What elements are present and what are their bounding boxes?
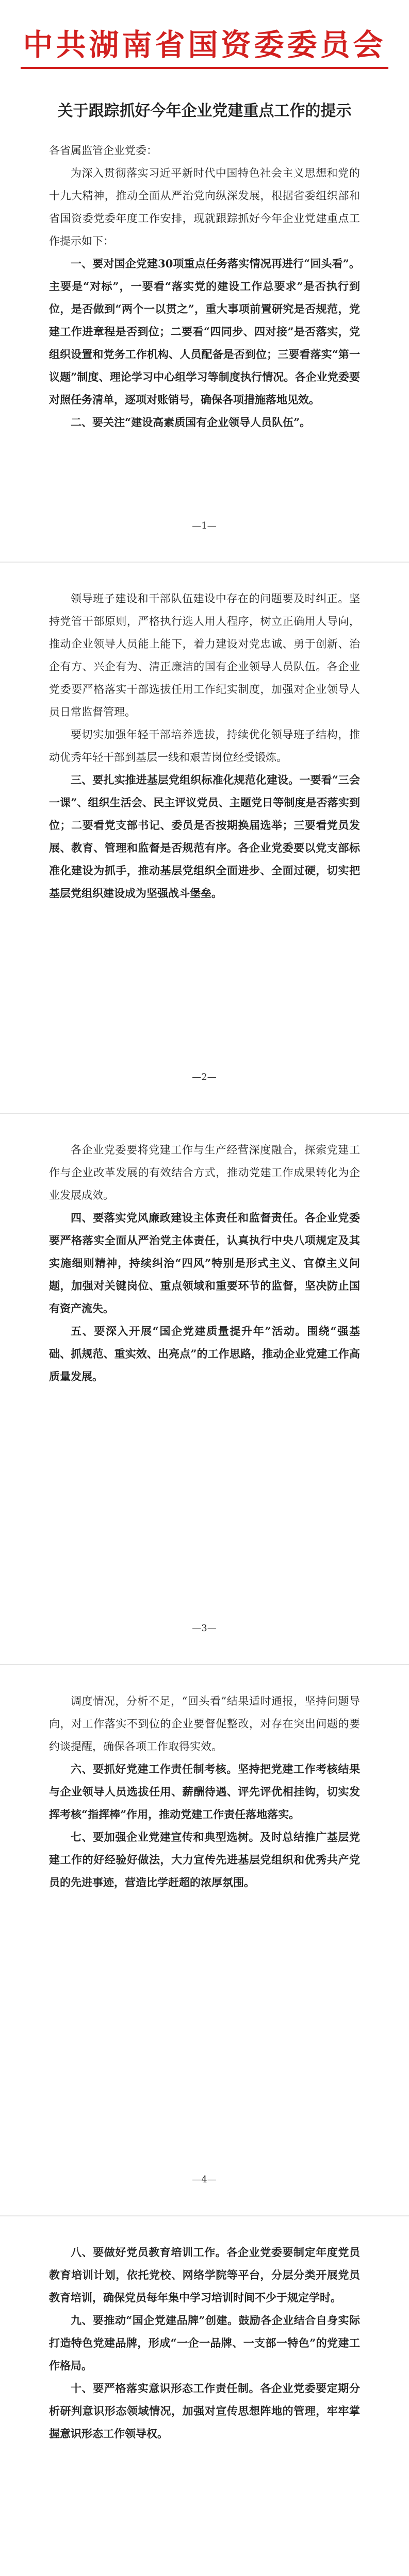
paragraph: 各企业党委要将党建工作与生产经营深度融合，探索党建工作与企业改革发展的有效结合方式，推动党建工作成果转化为企业发展成效。: [49, 1144, 360, 1201]
issuer-title: 中共湖南省国资委委员会: [23, 27, 386, 62]
paragraph: 一、要对国企党建30项重点任务落实情况再进行“回头看”。主要是“对标”，一要看“落实党的建设工作总要求”是否执行到位，是否做到“两个一以贯之”，重大事项前置研究是否规范，党建工作进章程是否到位；二要看“四同步、四对接”是否落实，党组织设置和党务工作机构、人员配备是否到位；三要看落实“第一议题”制度、理论学习中心组学习等制度执行情况。各企业党委要对照任务清单，逐项对账销号，确保各项措施落地见效。: [49, 257, 360, 406]
page-2-body: [49, 587, 360, 905]
paragraph: 四、要落实党风廉政建设主体责任和监督责任。各企业党委要严格落实全面从严治党主体责任，认真执行中央八项规定及其实施细则精神，持续纠治“四风”特别是形式主义、官僚主义问题，加强对关键岗位、重点领域和重要环节的监督，坚决防止国有资产流失。: [49, 1211, 360, 1315]
page-number: —1—: [192, 520, 217, 531]
paragraph: 三、要扎实推进基层党组织标准化规范化建设。一要看“三会一课”、组织生活会、民主评议党员、主题党日等制度是否落实到位；二要看党支部书记、委员是否按期换届选举；三要看党员发展、教育、管理和监督是否规范有序。各企业党委要以党支部标准化建设为抓手，推动基层党组织全面进步、全面过硬，切实把基层党组织建设成为坚强战斗堡垒。: [49, 773, 360, 900]
page-separator: [0, 2215, 409, 2216]
paragraph: 十、要严格落实意识形态工作责任制。各企业党委要定期分析研判意识形态领域情况，加强对宣传思想阵地的管理，牢牢掌握意识形态工作领导权。: [49, 2382, 360, 2440]
page-separator: [0, 1113, 409, 1114]
paragraph: 五、要深入开展“国企党建质量提升年”活动。围绕“强基础、抓规范、重实效、出亮点”的工作思路，推动企业党建工作高质量发展。: [49, 1325, 360, 1383]
paragraph: 要切实加强年轻干部培养选拔，持续优化领导班子结构，推动优秀年轻干部到基层一线和艰苦岗位经受锻炼。: [49, 728, 360, 764]
paragraph: 九、要推动“国企党建品牌”创建。鼓励各企业结合自身实际打造特色党建品牌，形成“一企一品牌、一支部一特色”的党建工作格局。: [49, 2314, 360, 2372]
paragraph: 二、要关注“建设高素质国有企业领导人员队伍”。: [71, 416, 311, 429]
page-separator: [0, 562, 409, 563]
page-number: —3—: [192, 1623, 217, 1634]
paragraph: 七、要加强企业党建宣传和典型选树。及时总结推广基层党建工作的好经验好做法，大力宣传先进基层党组织和优秀共产党员的先进事迹，营造比学赶超的浓厚氛围。: [49, 1831, 360, 1889]
paragraph: 八、要做好党员教育培训工作。各企业党委要制定年度党员教育培训计划，依托党校、网络学院等平台，分层分类开展党员教育培训，确保党员每年集中学习培训时间不少于规定学时。: [49, 2246, 360, 2304]
document-header: [0, 0, 409, 77]
paragraph: 六、要抓好党建工作责任制考核。坚持把党建工作考核结果与企业领导人员选拔任用、薪酬待遇、评先评优相挂钩，切实发挥考核“指挥棒”作用，推动党建工作责任落地落实。: [49, 1762, 360, 1821]
page-number: —4—: [192, 2174, 217, 2185]
page-3-body: [49, 1139, 360, 1388]
page-number: —2—: [192, 1072, 217, 1082]
salutation: 各省属监管企业党委：: [49, 144, 157, 157]
page-1-body: [49, 139, 360, 434]
paragraph: 领导班子建设和干部队伍建设中存在的问题要及时纠正。坚持党管干部原则，严格执行选人用人程序，树立正确用人导向，推动企业领导人员能上能下，着力建设对党忠诚、勇于创新、治企有方、兴企有为、清正廉洁的国有企业领导人员队伍。各企业党委要严格落实干部选拔任用工作纪实制度，加强对企业领导人员日常监督管理。: [49, 592, 360, 718]
header-red-rule: [21, 67, 388, 69]
paragraph: 为深入贯彻落实习近平新时代中国特色社会主义思想和党的十九大精神，推动全面从严治党向纵深发展，根据省委组织部和省国资委党委年度工作安排，现就跟踪抓好今年企业党建重点工作提示如下：: [49, 167, 360, 247]
paragraph: 调度情况，分析不足，“回头看”结果适时通报，坚持问题导向，对工作落实不到位的企业要督促整改，对存在突出问题的要约谈提醒，确保各项工作取得实效。: [49, 1695, 360, 1753]
page-separator: [0, 1664, 409, 1665]
page-4-body: [49, 1690, 360, 1894]
page-5-body: [49, 2241, 360, 2445]
document-title: 关于跟踪抓好今年企业党建重点工作的提示: [57, 102, 352, 120]
